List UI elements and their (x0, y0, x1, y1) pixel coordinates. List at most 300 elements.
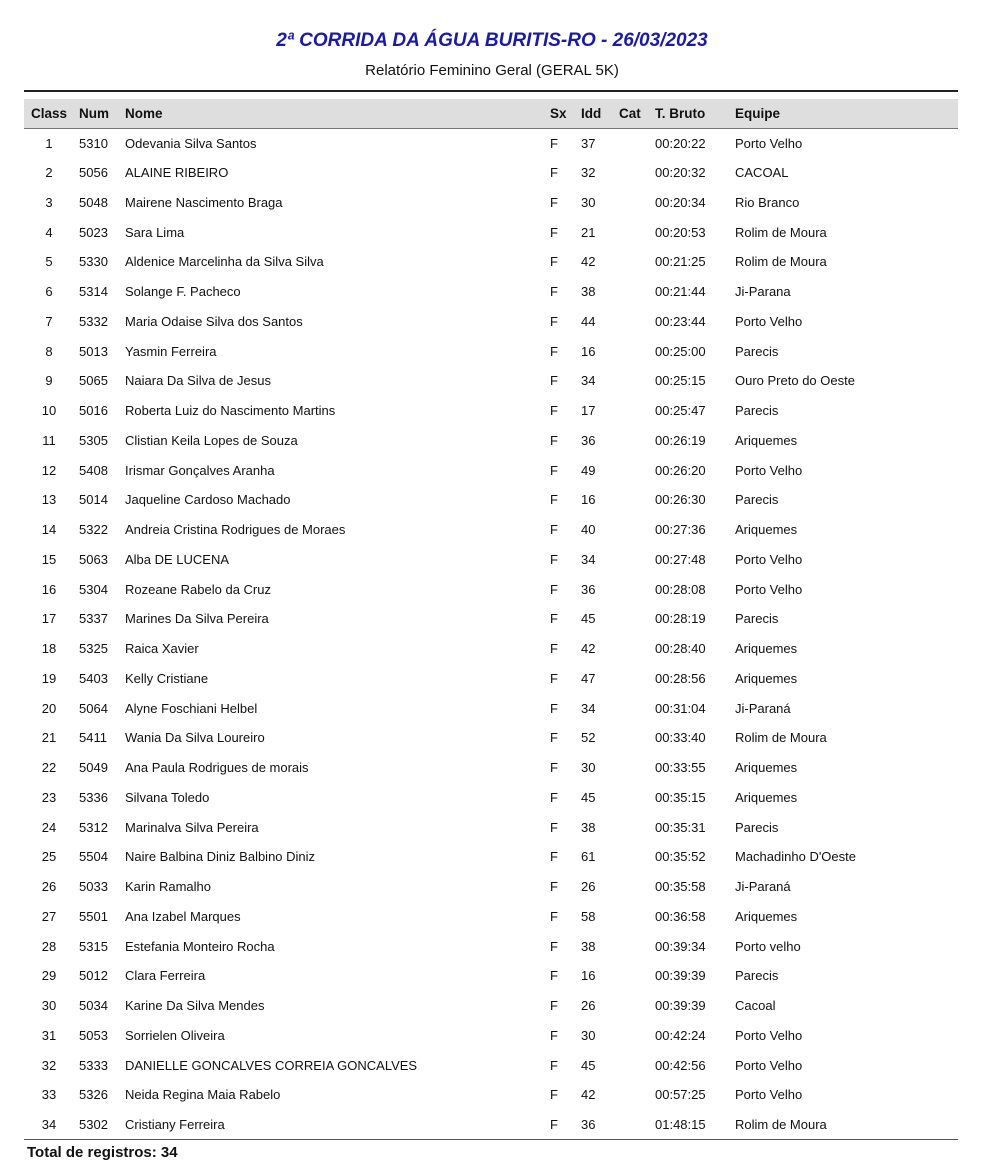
cell-sx: F (550, 938, 558, 954)
cell-num: 5034 (79, 998, 108, 1014)
cell-equipe: Parecis (735, 343, 779, 359)
cell-tbruto: 00:42:56 (655, 1057, 706, 1073)
cell-tbruto: 00:33:55 (655, 760, 706, 776)
cell-nome: Karin Ramalho (125, 879, 211, 895)
cell-idd: 30 (581, 1027, 596, 1043)
cell-num: 5411 (79, 730, 107, 746)
cell-cat (619, 277, 655, 307)
cell-cat (619, 307, 655, 337)
cell-cat (619, 902, 655, 932)
cell-idd: 30 (581, 194, 596, 210)
table-row (24, 991, 958, 1021)
cell-num: 5033 (79, 879, 108, 895)
cell-tbruto: 00:23:44 (655, 313, 706, 329)
cell-num: 5408 (79, 462, 108, 478)
table-row (24, 277, 958, 307)
cell-tbruto: 00:36:58 (655, 908, 706, 924)
cell-equipe: Ariquemes (735, 760, 798, 776)
table-body (24, 128, 958, 1140)
table-row (24, 336, 958, 366)
cell-cat (619, 842, 655, 872)
table-row (24, 128, 958, 158)
cell-sx: F (550, 611, 558, 627)
cell-nome: Cristiany Ferreira (125, 1117, 225, 1133)
table-row (24, 396, 958, 426)
table-row (24, 455, 958, 485)
cell-nome: Jaqueline Cardoso Machado (125, 492, 291, 508)
cell-tbruto: 00:20:22 (655, 135, 706, 151)
cell-idd: 52 (581, 730, 596, 746)
cell-tbruto: 00:35:52 (655, 849, 706, 865)
cell-tbruto: 00:27:36 (655, 522, 706, 538)
cell-class: 15 (41, 551, 57, 567)
table-row (24, 783, 958, 813)
cell-equipe: Porto Velho (735, 462, 803, 478)
cell-sx: F (550, 284, 558, 300)
cell-class: 25 (41, 849, 57, 865)
cell-nome: Ana Paula Rodrigues de morais (125, 760, 309, 776)
table-row (24, 247, 958, 277)
cell-cat (619, 158, 655, 188)
cell-tbruto: 00:35:58 (655, 879, 706, 895)
cell-cat (619, 515, 655, 545)
cell-sx: F (550, 462, 558, 478)
cell-idd: 58 (581, 908, 596, 924)
cell-idd: 26 (581, 879, 596, 895)
cell-idd: 17 (581, 403, 596, 419)
cell-equipe: Cacoal (735, 998, 776, 1014)
cell-equipe: Rolim de Moura (735, 730, 827, 746)
cell-equipe: Ariquemes (735, 641, 798, 657)
cell-equipe: Parecis (735, 403, 779, 419)
cell-class: 32 (41, 1057, 57, 1073)
cell-num: 5063 (79, 551, 108, 567)
cell-idd: 38 (581, 284, 596, 300)
cell-idd: 34 (581, 551, 596, 567)
cell-sx: F (550, 730, 558, 746)
cell-class: 22 (41, 760, 57, 776)
cell-class: 6 (45, 284, 53, 300)
cell-num: 5064 (79, 700, 108, 716)
cell-tbruto: 00:20:53 (655, 224, 706, 240)
cell-class: 7 (45, 313, 53, 329)
cell-class: 13 (41, 492, 57, 508)
cell-class: 5 (45, 254, 53, 270)
cell-equipe: CACOAL (735, 165, 789, 181)
table-row (24, 842, 958, 872)
cell-cat (619, 723, 655, 753)
cell-equipe: Porto Velho (735, 1027, 803, 1043)
column-header-tbruto: T. Bruto (655, 99, 735, 128)
table-row (24, 426, 958, 456)
table-row (24, 664, 958, 694)
cell-equipe: Rolim de Moura (735, 254, 827, 270)
cell-class: 34 (41, 1117, 57, 1133)
cell-idd: 34 (581, 700, 596, 716)
cell-equipe: Rolim de Moura (735, 1117, 827, 1133)
cell-nome: Sorrielen Oliveira (125, 1027, 225, 1043)
cell-tbruto: 00:33:40 (655, 730, 706, 746)
cell-nome: Solange F. Pacheco (125, 284, 241, 300)
cell-sx: F (550, 700, 558, 716)
cell-class: 19 (41, 670, 57, 686)
cell-sx: F (550, 1087, 558, 1103)
cell-sx: F (550, 641, 558, 657)
cell-class: 12 (41, 462, 57, 478)
cell-num: 5333 (79, 1057, 108, 1073)
table-row (24, 812, 958, 842)
cell-nome: Raica Xavier (125, 641, 199, 657)
cell-num: 5312 (79, 819, 108, 835)
cell-idd: 36 (581, 581, 596, 597)
cell-idd: 16 (581, 492, 596, 508)
cell-num: 5023 (79, 224, 108, 240)
cell-num: 5315 (79, 938, 108, 954)
cell-nome: Clara Ferreira (125, 968, 206, 984)
table-row (24, 1110, 958, 1140)
cell-num: 5012 (79, 968, 108, 984)
cell-sx: F (550, 194, 558, 210)
cell-nome: ALAINE RIBEIRO (125, 165, 229, 181)
cell-sx: F (550, 1057, 558, 1073)
cell-nome: Estefania Monteiro Rocha (125, 938, 275, 954)
cell-num: 5325 (79, 641, 108, 657)
cell-equipe: Rolim de Moura (735, 224, 827, 240)
cell-equipe: Ariquemes (735, 522, 798, 538)
cell-sx: F (550, 879, 558, 895)
cell-cat (619, 604, 655, 634)
cell-class: 3 (45, 194, 53, 210)
cell-tbruto: 00:20:32 (655, 165, 706, 181)
cell-idd: 32 (581, 165, 596, 181)
table-row (24, 515, 958, 545)
cell-nome: Ana Izabel Marques (125, 908, 241, 924)
cell-nome: Marinalva Silva Pereira (125, 819, 259, 835)
table-row (24, 693, 958, 723)
cell-class: 8 (45, 343, 53, 359)
cell-nome: Alyne Foschiani Helbel (125, 700, 258, 716)
cell-tbruto: 00:28:40 (655, 641, 706, 657)
cell-tbruto: 00:25:15 (655, 373, 706, 389)
cell-class: 24 (41, 819, 57, 835)
cell-tbruto: 00:25:00 (655, 343, 706, 359)
cell-idd: 34 (581, 373, 596, 389)
cell-cat (619, 664, 655, 694)
table-row (24, 366, 958, 396)
table-row (24, 158, 958, 188)
cell-nome: Odevania Silva Santos (125, 135, 257, 151)
cell-nome: Maria Odaise Silva dos Santos (125, 313, 303, 329)
cell-cat (619, 753, 655, 783)
table-row (24, 1050, 958, 1080)
cell-class: 18 (41, 641, 57, 657)
cell-cat (619, 545, 655, 575)
cell-equipe: Parecis (735, 611, 779, 627)
cell-tbruto: 00:39:34 (655, 938, 706, 954)
cell-idd: 47 (581, 670, 596, 686)
cell-tbruto: 00:26:20 (655, 462, 706, 478)
cell-cat (619, 872, 655, 902)
cell-class: 17 (41, 611, 57, 627)
cell-nome: Aldenice Marcelinha da Silva Silva (125, 254, 324, 270)
cell-nome: Rozeane Rabelo da Cruz (125, 581, 271, 597)
cell-class: 26 (41, 879, 57, 895)
cell-nome: Naire Balbina Diniz Balbino Diniz (125, 849, 316, 865)
cell-idd: 42 (581, 254, 596, 270)
cell-nome: Yasmin Ferreira (125, 343, 217, 359)
table-row (24, 1021, 958, 1051)
cell-sx: F (550, 165, 558, 181)
cell-nome: Andreia Cristina Rodrigues de Moraes (125, 522, 346, 538)
cell-equipe: Porto Velho (735, 581, 803, 597)
cell-cat (619, 693, 655, 723)
cell-num: 5322 (79, 522, 108, 538)
cell-class: 14 (41, 522, 57, 538)
cell-idd: 40 (581, 522, 596, 538)
cell-sx: F (550, 760, 558, 776)
cell-equipe: Ji-Paraná (735, 879, 791, 895)
cell-tbruto: 00:28:56 (655, 670, 706, 686)
cell-tbruto: 00:28:08 (655, 581, 706, 597)
report-subtitle: Relatório Feminino Geral (GERAL 5K) (365, 62, 619, 79)
cell-nome: DANIELLE GONCALVES CORREIA GONCALVES (125, 1057, 418, 1073)
cell-idd: 26 (581, 998, 596, 1014)
cell-tbruto: 00:31:04 (655, 700, 706, 716)
cell-equipe: Ariquemes (735, 432, 798, 448)
cell-tbruto: 00:27:48 (655, 551, 706, 567)
cell-idd: 45 (581, 611, 596, 627)
cell-cat (619, 1080, 655, 1110)
results-table (24, 99, 958, 1140)
table-row (24, 545, 958, 575)
cell-equipe: Ariquemes (735, 789, 798, 805)
cell-cat (619, 426, 655, 456)
cell-num: 5056 (79, 165, 108, 181)
cell-equipe: Porto Velho (735, 135, 803, 151)
cell-idd: 16 (581, 343, 596, 359)
cell-sx: F (550, 670, 558, 686)
column-header-cat: Cat (619, 99, 655, 128)
cell-idd: 61 (581, 849, 596, 865)
header-divider (24, 90, 958, 92)
table-row (24, 604, 958, 634)
cell-tbruto: 00:26:30 (655, 492, 706, 508)
cell-num: 5332 (79, 313, 108, 329)
cell-idd: 38 (581, 938, 596, 954)
cell-class: 10 (41, 403, 57, 419)
cell-cat (619, 217, 655, 247)
cell-tbruto: 00:39:39 (655, 968, 706, 984)
cell-class: 29 (41, 968, 57, 984)
cell-nome: Wania Da Silva Loureiro (125, 730, 265, 746)
total-records: Total de registros: 34 (27, 1144, 178, 1161)
cell-class: 9 (45, 373, 53, 389)
table-row (24, 574, 958, 604)
cell-sx: F (550, 968, 558, 984)
cell-class: 4 (45, 224, 53, 240)
cell-num: 5330 (79, 254, 108, 270)
cell-class: 31 (41, 1027, 57, 1043)
cell-num: 5304 (79, 581, 108, 597)
cell-cat (619, 396, 655, 426)
cell-cat (619, 336, 655, 366)
cell-equipe: Ji-Parana (735, 284, 791, 300)
cell-idd: 42 (581, 1087, 596, 1103)
cell-nome: Mairene Nascimento Braga (125, 194, 283, 210)
cell-cat (619, 634, 655, 664)
cell-sx: F (550, 819, 558, 835)
cell-tbruto: 00:57:25 (655, 1087, 706, 1103)
cell-idd: 49 (581, 462, 596, 478)
report-title: 2ª CORRIDA DA ÁGUA BURITIS-RO - 26/03/2023 (276, 30, 708, 51)
cell-class: 33 (41, 1087, 57, 1103)
cell-sx: F (550, 254, 558, 270)
cell-num: 5314 (79, 284, 108, 300)
cell-cat (619, 1021, 655, 1051)
cell-num: 5501 (79, 908, 108, 924)
cell-cat (619, 812, 655, 842)
cell-num: 5326 (79, 1087, 108, 1103)
cell-num: 5302 (79, 1117, 108, 1133)
cell-sx: F (550, 849, 558, 865)
cell-num: 5310 (79, 135, 108, 151)
cell-sx: F (550, 313, 558, 329)
cell-sx: F (550, 373, 558, 389)
table-row (24, 961, 958, 991)
cell-class: 23 (41, 789, 57, 805)
cell-tbruto: 00:28:19 (655, 611, 706, 627)
column-header-equipe: Equipe (735, 99, 958, 128)
cell-cat (619, 485, 655, 515)
cell-cat (619, 991, 655, 1021)
cell-num: 5053 (79, 1027, 108, 1043)
cell-class: 28 (41, 938, 57, 954)
cell-cat (619, 783, 655, 813)
cell-nome: Roberta Luiz do Nascimento Martins (125, 403, 336, 419)
cell-class: 30 (41, 998, 57, 1014)
cell-sx: F (550, 908, 558, 924)
cell-num: 5305 (79, 432, 108, 448)
table-row (24, 217, 958, 247)
cell-equipe: Porto Velho (735, 1087, 803, 1103)
cell-num: 5065 (79, 373, 108, 389)
cell-nome: Kelly Cristiane (125, 670, 209, 686)
cell-idd: 45 (581, 789, 596, 805)
cell-idd: 38 (581, 819, 596, 835)
cell-equipe: Machadinho D'Oeste (735, 849, 856, 865)
column-header-class: Class (24, 99, 74, 128)
cell-num: 5403 (79, 670, 108, 686)
cell-num: 5048 (79, 194, 108, 210)
cell-tbruto: 00:42:24 (655, 1027, 706, 1043)
cell-equipe: Parecis (735, 492, 779, 508)
table-row (24, 902, 958, 932)
cell-cat (619, 128, 655, 158)
cell-equipe: Ariquemes (735, 670, 798, 686)
cell-class: 20 (41, 700, 57, 716)
cell-tbruto: 00:21:25 (655, 254, 706, 270)
table-row (24, 634, 958, 664)
cell-class: 11 (42, 432, 56, 448)
cell-sx: F (550, 224, 558, 240)
cell-equipe: Ouro Preto do Oeste (735, 373, 855, 389)
table-row (24, 1080, 958, 1110)
cell-tbruto: 00:35:15 (655, 789, 706, 805)
cell-sx: F (550, 492, 558, 508)
cell-num: 5049 (79, 760, 108, 776)
cell-tbruto: 00:39:39 (655, 998, 706, 1014)
cell-nome: Alba DE LUCENA (125, 551, 230, 567)
cell-nome: Sara Lima (125, 224, 185, 240)
cell-idd: 42 (581, 641, 596, 657)
footer-divider (24, 1139, 958, 1140)
cell-equipe: Rio Branco (735, 194, 800, 210)
cell-sx: F (550, 343, 558, 359)
cell-sx: F (550, 432, 558, 448)
cell-sx: F (550, 522, 558, 538)
cell-idd: 37 (581, 135, 596, 151)
column-header-sx: Sx (550, 99, 581, 128)
cell-class: 27 (41, 908, 57, 924)
cell-nome: Naiara Da Silva de Jesus (125, 373, 271, 389)
cell-tbruto: 00:26:19 (655, 432, 706, 448)
cell-equipe: Ariquemes (735, 908, 798, 924)
column-header-nome: Nome (125, 99, 550, 128)
table-row (24, 872, 958, 902)
cell-num: 5504 (79, 849, 108, 865)
cell-num: 5014 (79, 492, 108, 508)
cell-num: 5337 (79, 611, 108, 627)
cell-nome: Silvana Toledo (125, 789, 210, 805)
cell-cat (619, 1050, 655, 1080)
cell-sx: F (550, 1027, 558, 1043)
table-row (24, 188, 958, 218)
column-header-idd: Idd (581, 99, 619, 128)
column-header-num: Num (74, 99, 125, 128)
cell-cat (619, 188, 655, 218)
cell-idd: 45 (581, 1057, 596, 1073)
cell-idd: 21 (581, 224, 596, 240)
cell-nome: Clistian Keila Lopes de Souza (125, 432, 298, 448)
cell-idd: 30 (581, 760, 596, 776)
table-header-row (24, 99, 958, 128)
cell-equipe: Porto Velho (735, 1057, 803, 1073)
cell-nome: Marines Da Silva Pereira (125, 611, 269, 627)
cell-tbruto: 01:48:15 (655, 1117, 706, 1133)
cell-equipe: Porto Velho (735, 313, 803, 329)
table-row (24, 307, 958, 337)
cell-sx: F (550, 789, 558, 805)
cell-num: 5336 (79, 789, 108, 805)
table-row (24, 753, 958, 783)
cell-cat (619, 247, 655, 277)
cell-tbruto: 00:21:44 (655, 284, 706, 300)
cell-sx: F (550, 403, 558, 419)
cell-nome: Karine Da Silva Mendes (125, 998, 265, 1014)
table-row (24, 723, 958, 753)
cell-tbruto: 00:35:31 (655, 819, 706, 835)
cell-cat (619, 961, 655, 991)
cell-idd: 16 (581, 968, 596, 984)
cell-class: 21 (41, 730, 57, 746)
cell-equipe: Ji-Paraná (735, 700, 791, 716)
cell-class: 16 (41, 581, 57, 597)
cell-idd: 44 (581, 313, 596, 329)
cell-sx: F (550, 581, 558, 597)
cell-cat (619, 366, 655, 396)
cell-idd: 36 (581, 1117, 596, 1133)
cell-tbruto: 00:25:47 (655, 403, 706, 419)
